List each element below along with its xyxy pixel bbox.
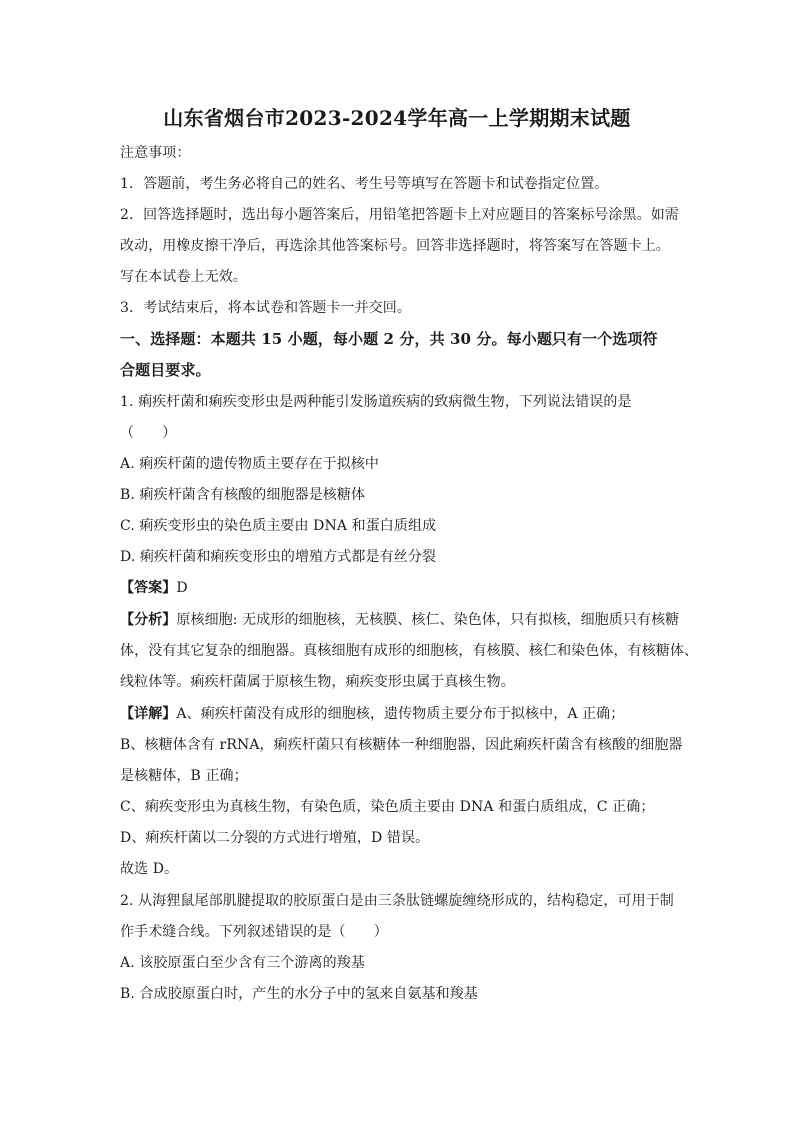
q1-option-d: D. 痢疾杆菌和痢疾变形虫的增殖方式都是有丝分裂: [120, 549, 437, 565]
detail-text-1: A、痢疾杆菌没有成形的细胞核，遗传物质主要分布于拟核中，A 正确；: [176, 706, 625, 722]
answer-tag: 【答案】: [120, 580, 177, 596]
q1-stem-cont: （ ）: [120, 425, 177, 441]
q1-stem: 1. 痢疾杆菌和痢疾变形虫是两种能引发肠道疾病的致病微生物，下列说法错误的是: [120, 394, 632, 410]
detail-text-3: 是核糖体，B 正确；: [120, 768, 248, 784]
notice-item-2-cont2: 写在本试卷上无效。: [120, 269, 247, 285]
q2-option-b: B. 合成胶原蛋白时，产生的水分子中的氢来自氨基和羧基: [120, 986, 478, 1002]
notice-item-1: 1．答题前，考生务必将自己的姓名、考生号等填写在答题卡和试卷指定位置。: [120, 176, 609, 192]
q2-stem-cont: 作手术缝合线。下列叙述错误的是（ ）: [120, 924, 388, 940]
q1-analysis: [120, 609, 680, 631]
notice-item-2-cont: 改动，用橡皮擦干净后，再选涂其他答案标号。回答非选择题时，将答案写在答题卡上。: [120, 238, 670, 254]
analysis-text-2: 体，没有其它复杂的细胞器。真核细胞有成形的细胞核，有核膜、核仁和染色体，有核糖体、: [120, 643, 699, 659]
answer-value: D: [176, 580, 188, 596]
q1-option-b: B. 痢疾杆菌含有核酸的细胞器是核糖体: [120, 487, 366, 503]
q1-option-c: C. 痢疾变形虫的染色质主要由 DNA 和蛋白质组成: [120, 518, 437, 534]
analysis-text-3: 线粒体等。痢疾杆菌属于原核生物，痢疾变形虫属于真核生物。: [120, 674, 515, 690]
notice-item-3: 3．考试结束后，将本试卷和答题卡一并交回。: [120, 300, 412, 316]
q1-option-a: A. 痢疾杆菌的遗传物质主要存在于拟核中: [120, 456, 380, 472]
section-heading: 一、选择题：本题共 15 小题，每小题 2 分，共 30 分。每小题只有一个选项符: [120, 330, 658, 348]
q1-detail: [120, 703, 680, 725]
detail-tag: 【详解】: [120, 706, 177, 722]
q2-option-a: A. 该胶原蛋白至少含有三个游离的羧基: [120, 955, 365, 971]
detail-text-5: D、痢疾杆菌以二分裂的方式进行增殖，D 错误。: [120, 830, 430, 846]
notice-item-2: 2．回答选择题时，选出每小题答案后，用铅笔把答题卡上对应题目的答案标号涂黑。如需: [120, 207, 679, 223]
detail-text-4: C、痢疾变形虫为真核生物，有染色质，染色质主要由 DNA 和蛋白质组成，C 正确；: [120, 799, 655, 815]
detail-text-2: B、核糖体含有 rRNA，痢疾杆菌只有核糖体一种细胞器，因此痢疾杆菌含有核酸的细胞器: [120, 737, 683, 753]
page-title: 山东省烟台市2023-2024学年高一上学期期末试题: [163, 106, 631, 130]
q2-stem: 2. 从海狸鼠尾部肌腱提取的胶原蛋白是由三条肽链螺旋缠绕形成的，结构稳定，可用于制: [120, 893, 674, 909]
q1-conclusion: 故选 D。: [120, 861, 179, 877]
section-heading-cont: 合题目要求。: [120, 361, 211, 379]
q1-answer: [120, 577, 680, 599]
analysis-text-1: 原核细胞: 无成形的细胞核，无核膜、核仁、染色体，只有拟核，细胞质只有核糖: [176, 612, 680, 628]
notice-header: 注意事项：: [120, 145, 191, 161]
analysis-tag: 【分析】: [120, 612, 177, 628]
